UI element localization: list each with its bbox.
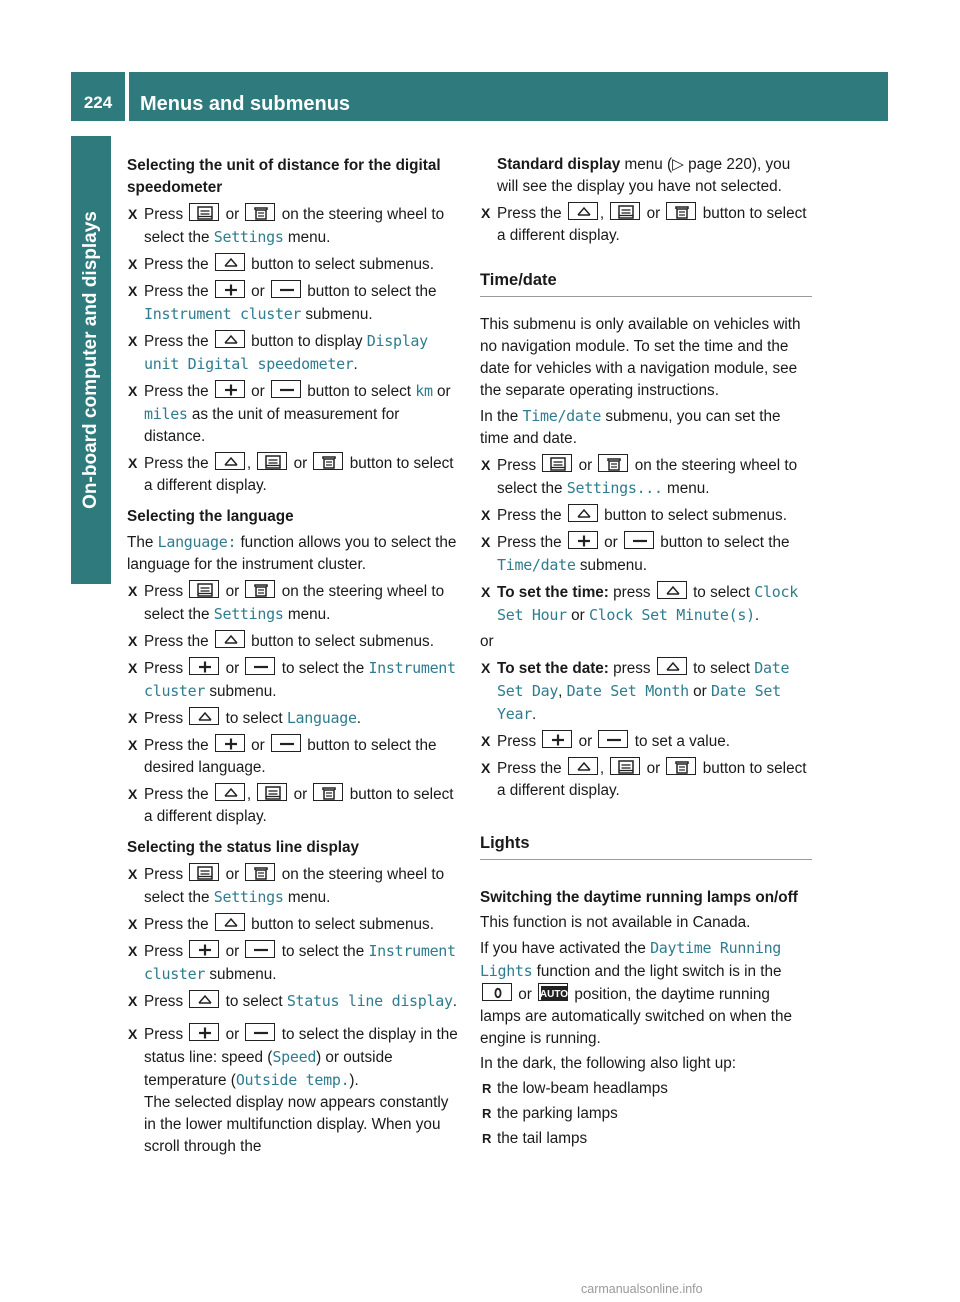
light-switch-auto-icon bbox=[538, 983, 568, 1001]
menu-name: Instrument cluster bbox=[144, 305, 302, 323]
instruction-step: X Press the button to select submenus. bbox=[127, 913, 461, 936]
instruction-step: X Press the or button to select the Time/date submenu. bbox=[480, 531, 812, 577]
plus-button-icon bbox=[215, 280, 245, 298]
display-button-icon bbox=[189, 863, 219, 881]
menu-name: Daytime Running Lights bbox=[480, 939, 782, 980]
plus-button-icon bbox=[215, 380, 245, 398]
phone-button-icon bbox=[313, 452, 343, 470]
page-reference-arrow-icon: ▷ bbox=[672, 156, 684, 173]
triangle-menu-button-icon bbox=[215, 253, 245, 271]
triangle-menu-button-icon bbox=[215, 913, 245, 931]
triangle-menu-button-icon bbox=[215, 452, 245, 470]
triangle-menu-button-icon bbox=[568, 504, 598, 522]
menu-name: km bbox=[415, 382, 433, 400]
triangle-menu-button-icon bbox=[657, 657, 687, 675]
display-button-icon bbox=[610, 757, 640, 775]
minus-button-icon bbox=[598, 730, 628, 748]
instruction-step: X Press to select Status line display. bbox=[127, 990, 461, 1013]
phone-button-icon bbox=[598, 454, 628, 472]
minus-button-icon bbox=[245, 940, 275, 958]
instruction-step: X Press or to set a value. bbox=[480, 730, 812, 753]
instruction-step: X Press the button to select submenus. bbox=[127, 253, 461, 276]
left-column bbox=[127, 152, 461, 1158]
display-button-icon bbox=[257, 783, 287, 801]
triangle-menu-button-icon bbox=[215, 630, 245, 648]
minus-button-icon bbox=[271, 380, 301, 398]
menu-name: Date Set Month bbox=[566, 682, 689, 700]
instruction-step: X Press the button to select submenus. bbox=[480, 504, 812, 527]
list-item: R the tail lamps bbox=[480, 1128, 812, 1150]
instruction-step: X To set the time: press to select Clock Set Hour or Clock Set Minute(s). bbox=[480, 581, 812, 627]
instruction-step: X Press to select Language. bbox=[127, 707, 461, 730]
plus-button-icon bbox=[568, 531, 598, 549]
menu-name: Date Set Day bbox=[497, 659, 790, 700]
display-button-icon bbox=[189, 580, 219, 598]
triangle-menu-button-icon bbox=[189, 707, 219, 725]
instruction-step: X Press the or button to select the Instrument cluster submenu. bbox=[127, 280, 461, 326]
phone-button-icon bbox=[666, 202, 696, 220]
menu-name: miles bbox=[144, 405, 188, 423]
instruction-step: X Press or to select the Instrument cluster submenu. bbox=[127, 657, 461, 703]
phone-button-icon bbox=[666, 757, 696, 775]
plus-button-icon bbox=[542, 730, 572, 748]
triangle-menu-button-icon bbox=[215, 783, 245, 801]
instruction-step: X Press or on the steering wheel to select the Settings menu. bbox=[127, 863, 461, 909]
menu-name: Settings... bbox=[566, 479, 663, 497]
side-tab-label: On-board computer and displays bbox=[80, 211, 101, 509]
phone-button-icon bbox=[245, 863, 275, 881]
menu-name: Instrument cluster bbox=[144, 942, 456, 983]
page-title: Menus and submenus bbox=[140, 93, 351, 115]
header-divider bbox=[125, 72, 129, 121]
subheading: Selecting the status line display bbox=[127, 839, 360, 856]
menu-name: Settings bbox=[213, 228, 284, 246]
display-button-icon bbox=[189, 203, 219, 221]
page-number: 224 bbox=[83, 93, 113, 112]
triangle-menu-button-icon bbox=[215, 330, 245, 348]
menu-name: Date Set Year bbox=[497, 682, 781, 723]
menu-name: Status line display bbox=[286, 992, 453, 1010]
minus-button-icon bbox=[271, 734, 301, 752]
paragraph: This function is not available in Canada. bbox=[480, 914, 751, 931]
continued-paragraph: Standard display menu (▷ page 220), you will see the display you have not selected. bbox=[497, 156, 791, 195]
section-heading-lights: Lights bbox=[480, 832, 812, 860]
menu-name: Language: bbox=[157, 533, 237, 551]
instruction-step: X Press or to select the display in the status line: speed (Speed) or outside temperature (Outside temp.). The selected display now appears constantly in the lower multifunction display. When you scroll through the bbox=[127, 1023, 461, 1158]
minus-button-icon bbox=[245, 657, 275, 675]
instruction-step: X Press or to select the Instrument cluster submenu. bbox=[127, 940, 461, 986]
menu-name: Clock Set Hour bbox=[497, 583, 798, 624]
paragraph: This submenu is only available on vehicles with no navigation module. To set the time and the date for vehicles with a navigation module, see the separate operating instructions. bbox=[480, 316, 801, 399]
subheading: Selecting the language bbox=[127, 508, 294, 525]
menu-name: Display unit Digital speedometer bbox=[144, 332, 428, 373]
minus-button-icon bbox=[245, 1023, 275, 1041]
triangle-menu-button-icon bbox=[568, 757, 598, 775]
instruction-step: X Press the or button to select km or miles as the unit of measurement for distance. bbox=[127, 380, 461, 448]
menu-name: Language bbox=[286, 709, 357, 727]
minus-button-icon bbox=[271, 280, 301, 298]
phone-button-icon bbox=[313, 783, 343, 801]
menu-name: Settings bbox=[213, 605, 284, 623]
triangle-menu-button-icon bbox=[568, 202, 598, 220]
subheading: Selecting the unit of distance for the digital speedometer bbox=[127, 157, 441, 196]
paragraph: The Language: function allows you to select the language for the instrument cluster. bbox=[127, 533, 457, 573]
instruction-step: X Press the button to display Display unit Digital speedometer. bbox=[127, 330, 461, 376]
instruction-step: X Press the , or button to select a different display. bbox=[480, 202, 812, 247]
menu-name: Time/date bbox=[522, 407, 602, 425]
instruction-step: X Press or on the steering wheel to select the Settings menu. bbox=[127, 580, 461, 626]
plus-button-icon bbox=[189, 657, 219, 675]
minus-button-icon bbox=[624, 531, 654, 549]
phone-button-icon bbox=[245, 203, 275, 221]
watermark: carmanualsonline.info bbox=[581, 1282, 703, 1296]
list-item: R the parking lamps bbox=[480, 1103, 812, 1125]
menu-name: Clock Set Minute(s) bbox=[588, 606, 755, 624]
paragraph: If you have activated the Daytime Running Lights function and the light switch is in the or position, the daytime running lamps are automatically switched on when the engine is running. bbox=[480, 939, 793, 1047]
display-button-icon bbox=[610, 202, 640, 220]
phone-button-icon bbox=[245, 580, 275, 598]
plus-button-icon bbox=[189, 940, 219, 958]
instruction-step: X Press the or button to select the desired language. bbox=[127, 734, 461, 779]
instruction-step: X Press the , or button to select a different display. bbox=[127, 783, 461, 828]
instruction-step: X To set the date: press to select Date Set Day, Date Set Month or Date Set Year. bbox=[480, 657, 812, 726]
menu-name: Outside temp. bbox=[235, 1071, 350, 1089]
instruction-step: X Press or on the steering wheel to select the Settings... menu. bbox=[480, 454, 812, 500]
menu-name: Speed bbox=[272, 1048, 317, 1066]
triangle-menu-button-icon bbox=[189, 990, 219, 1008]
instruction-step: X Press the , or button to select a different display. bbox=[127, 452, 461, 497]
menu-name: Instrument cluster bbox=[144, 659, 456, 700]
paragraph: In the dark, the following also light up: bbox=[480, 1055, 736, 1072]
triangle-menu-button-icon bbox=[657, 581, 687, 599]
display-button-icon bbox=[542, 454, 572, 472]
display-button-icon bbox=[257, 452, 287, 470]
instruction-step: X Press the button to select submenus. bbox=[127, 630, 461, 653]
subheading: Switching the daytime running lamps on/off bbox=[480, 889, 798, 906]
plus-button-icon bbox=[215, 734, 245, 752]
instruction-step: X Press or on the steering wheel to select the Settings menu. bbox=[127, 203, 461, 249]
menu-name: Time/date bbox=[497, 556, 576, 574]
paragraph: In the Time/date submenu, you can set the time and date. bbox=[480, 407, 781, 447]
section-heading-time-date: Time/date bbox=[480, 269, 812, 297]
plus-button-icon bbox=[189, 1023, 219, 1041]
or-separator: or bbox=[480, 633, 494, 650]
menu-name: Settings bbox=[213, 888, 284, 906]
light-switch-zero-icon bbox=[482, 983, 512, 1001]
right-column bbox=[480, 152, 812, 1150]
instruction-step: X Press the , or button to select a different display. bbox=[480, 757, 812, 802]
list-item: R the low-beam headlamps bbox=[480, 1078, 812, 1100]
